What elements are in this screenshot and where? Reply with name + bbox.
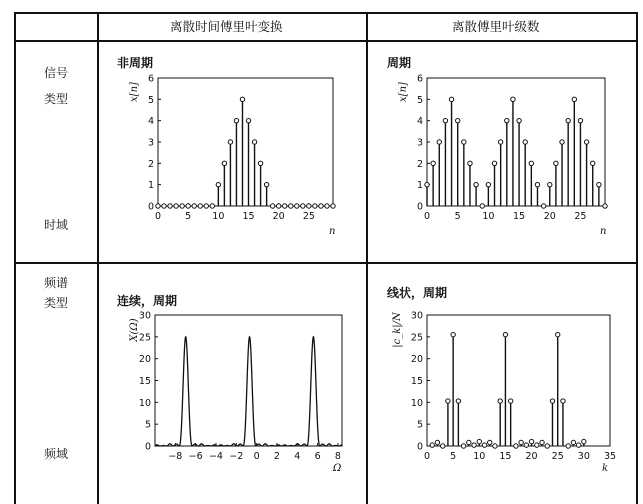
- label-time-domain: 时域: [44, 218, 69, 232]
- stem-marker: [561, 399, 565, 403]
- x-tick-label: 0: [253, 451, 260, 462]
- y-tick-label: 2: [416, 158, 423, 170]
- stem-marker: [467, 440, 471, 444]
- stem-marker: [488, 440, 492, 444]
- x-tick-label: 25: [302, 211, 315, 222]
- x-tick-label: 4: [294, 451, 301, 462]
- stem-marker: [582, 439, 586, 443]
- stem-marker: [556, 332, 560, 336]
- stem-marker: [493, 444, 497, 448]
- y-tick-label: 4: [147, 116, 154, 128]
- y-tick-label: 10: [138, 397, 151, 409]
- x-tick-label: 5: [454, 211, 461, 222]
- stem-marker: [430, 443, 434, 447]
- label-freq-domain: 频域: [44, 447, 69, 461]
- x-tick-label: −6: [188, 451, 203, 462]
- y-tick-label: 20: [138, 354, 151, 366]
- x-axis-label: n: [329, 226, 336, 237]
- y-tick-label: 0: [416, 441, 423, 453]
- y-tick-label: 5: [416, 419, 423, 431]
- stem-marker: [477, 439, 481, 443]
- stem-marker: [482, 443, 486, 447]
- y-tick-label: 3: [147, 137, 154, 149]
- label-type-1: 类型: [44, 92, 69, 106]
- y-tick-label: 25: [138, 332, 151, 344]
- x-tick-label: 15: [513, 211, 526, 222]
- x-tick-label: 6: [314, 451, 321, 462]
- y-tick-label: 6: [416, 73, 423, 85]
- stem-marker: [514, 444, 518, 448]
- x-tick-label: 35: [603, 451, 617, 462]
- y-axis-label: |c_k|/N: [392, 312, 403, 348]
- panel-title-line-periodic: 线状，周期: [387, 286, 448, 300]
- x-tick-label: 20: [543, 211, 556, 222]
- x-tick-label: 20: [525, 451, 538, 462]
- y-tick-label: 5: [144, 419, 151, 431]
- x-tick-label: 8: [334, 451, 341, 462]
- y-tick-label: 4: [416, 116, 423, 128]
- y-axis-label: X(Ω): [129, 318, 140, 342]
- y-tick-label: 15: [138, 376, 151, 387]
- stem-marker: [446, 399, 450, 403]
- stem-marker: [540, 440, 544, 444]
- x-tick-label: 0: [154, 211, 162, 222]
- x-tick-label: 25: [574, 211, 587, 222]
- y-tick-label: 15: [410, 376, 423, 387]
- x-tick-label: 25: [551, 451, 564, 462]
- stem-marker: [472, 443, 476, 447]
- y-tick-label: 6: [147, 73, 154, 85]
- panel-title-aperiodic: 非周期: [117, 56, 154, 70]
- x-axis-label: k: [602, 463, 609, 474]
- x-tick-label: 10: [482, 211, 495, 222]
- y-tick-label: 0: [144, 441, 151, 453]
- x-tick-label: −8: [168, 451, 183, 462]
- y-tick-label: 20: [410, 354, 423, 366]
- y-tick-label: 5: [147, 94, 154, 106]
- y-tick-label: 30: [410, 310, 423, 322]
- stem-marker: [550, 399, 554, 403]
- x-tick-label: 0: [423, 451, 431, 462]
- x-tick-label: 30: [577, 451, 590, 462]
- stem-marker: [519, 440, 523, 444]
- label-type-2: 类型: [44, 296, 69, 310]
- header-dtft: 离散时间傅里叶变换: [170, 19, 283, 34]
- x-tick-label: 0: [423, 211, 431, 222]
- x-tick-label: 2: [273, 451, 280, 462]
- y-tick-label: 3: [416, 137, 423, 149]
- stem-marker: [461, 444, 465, 448]
- x-tick-label: 20: [272, 211, 285, 222]
- x-tick-label: 5: [185, 211, 192, 222]
- y-tick-label: 30: [138, 310, 151, 322]
- x-tick-label: −2: [229, 451, 244, 462]
- stem-marker: [529, 439, 533, 443]
- x-tick-label: 15: [242, 211, 255, 222]
- y-tick-label: 2: [147, 158, 154, 170]
- y-tick-label: 25: [410, 332, 423, 344]
- y-tick-label: 5: [416, 94, 423, 106]
- header-dfs: 离散傅里叶级数: [452, 19, 540, 34]
- label-spectrum: 频谱: [44, 276, 69, 290]
- stem-marker: [440, 444, 444, 448]
- stem-marker: [576, 443, 580, 447]
- stem-marker: [566, 444, 570, 448]
- x-axis-label: Ω: [333, 463, 342, 474]
- stem-marker: [571, 440, 575, 444]
- x-tick-label: 5: [450, 451, 457, 462]
- x-tick-label: −4: [208, 451, 223, 462]
- label-signal: 信号: [44, 66, 69, 80]
- x-tick-label: 15: [499, 451, 512, 462]
- x-axis-label: n: [600, 226, 607, 237]
- stem-marker: [503, 332, 507, 336]
- y-tick-label: 1: [416, 180, 423, 192]
- y-tick-label: 0: [416, 201, 423, 213]
- stem-marker: [508, 399, 512, 403]
- y-axis-label: x[n]: [129, 82, 140, 102]
- y-tick-label: 0: [147, 201, 154, 213]
- y-tick-label: 10: [410, 397, 423, 409]
- y-tick-label: 1: [147, 180, 154, 192]
- x-tick-label: 10: [473, 451, 486, 462]
- y-axis-label: x[n]: [398, 82, 409, 102]
- stem-marker: [435, 440, 439, 444]
- panel-title-periodic: 周期: [387, 56, 412, 70]
- x-tick-label: 10: [212, 211, 225, 222]
- stem-marker: [451, 332, 455, 336]
- stem-marker: [456, 399, 460, 403]
- stem-marker: [535, 443, 539, 447]
- stem-marker: [545, 444, 549, 448]
- stem-marker: [498, 399, 502, 403]
- stem-marker: [524, 443, 528, 447]
- panel-title-continuous-periodic: 连续，周期: [117, 294, 178, 308]
